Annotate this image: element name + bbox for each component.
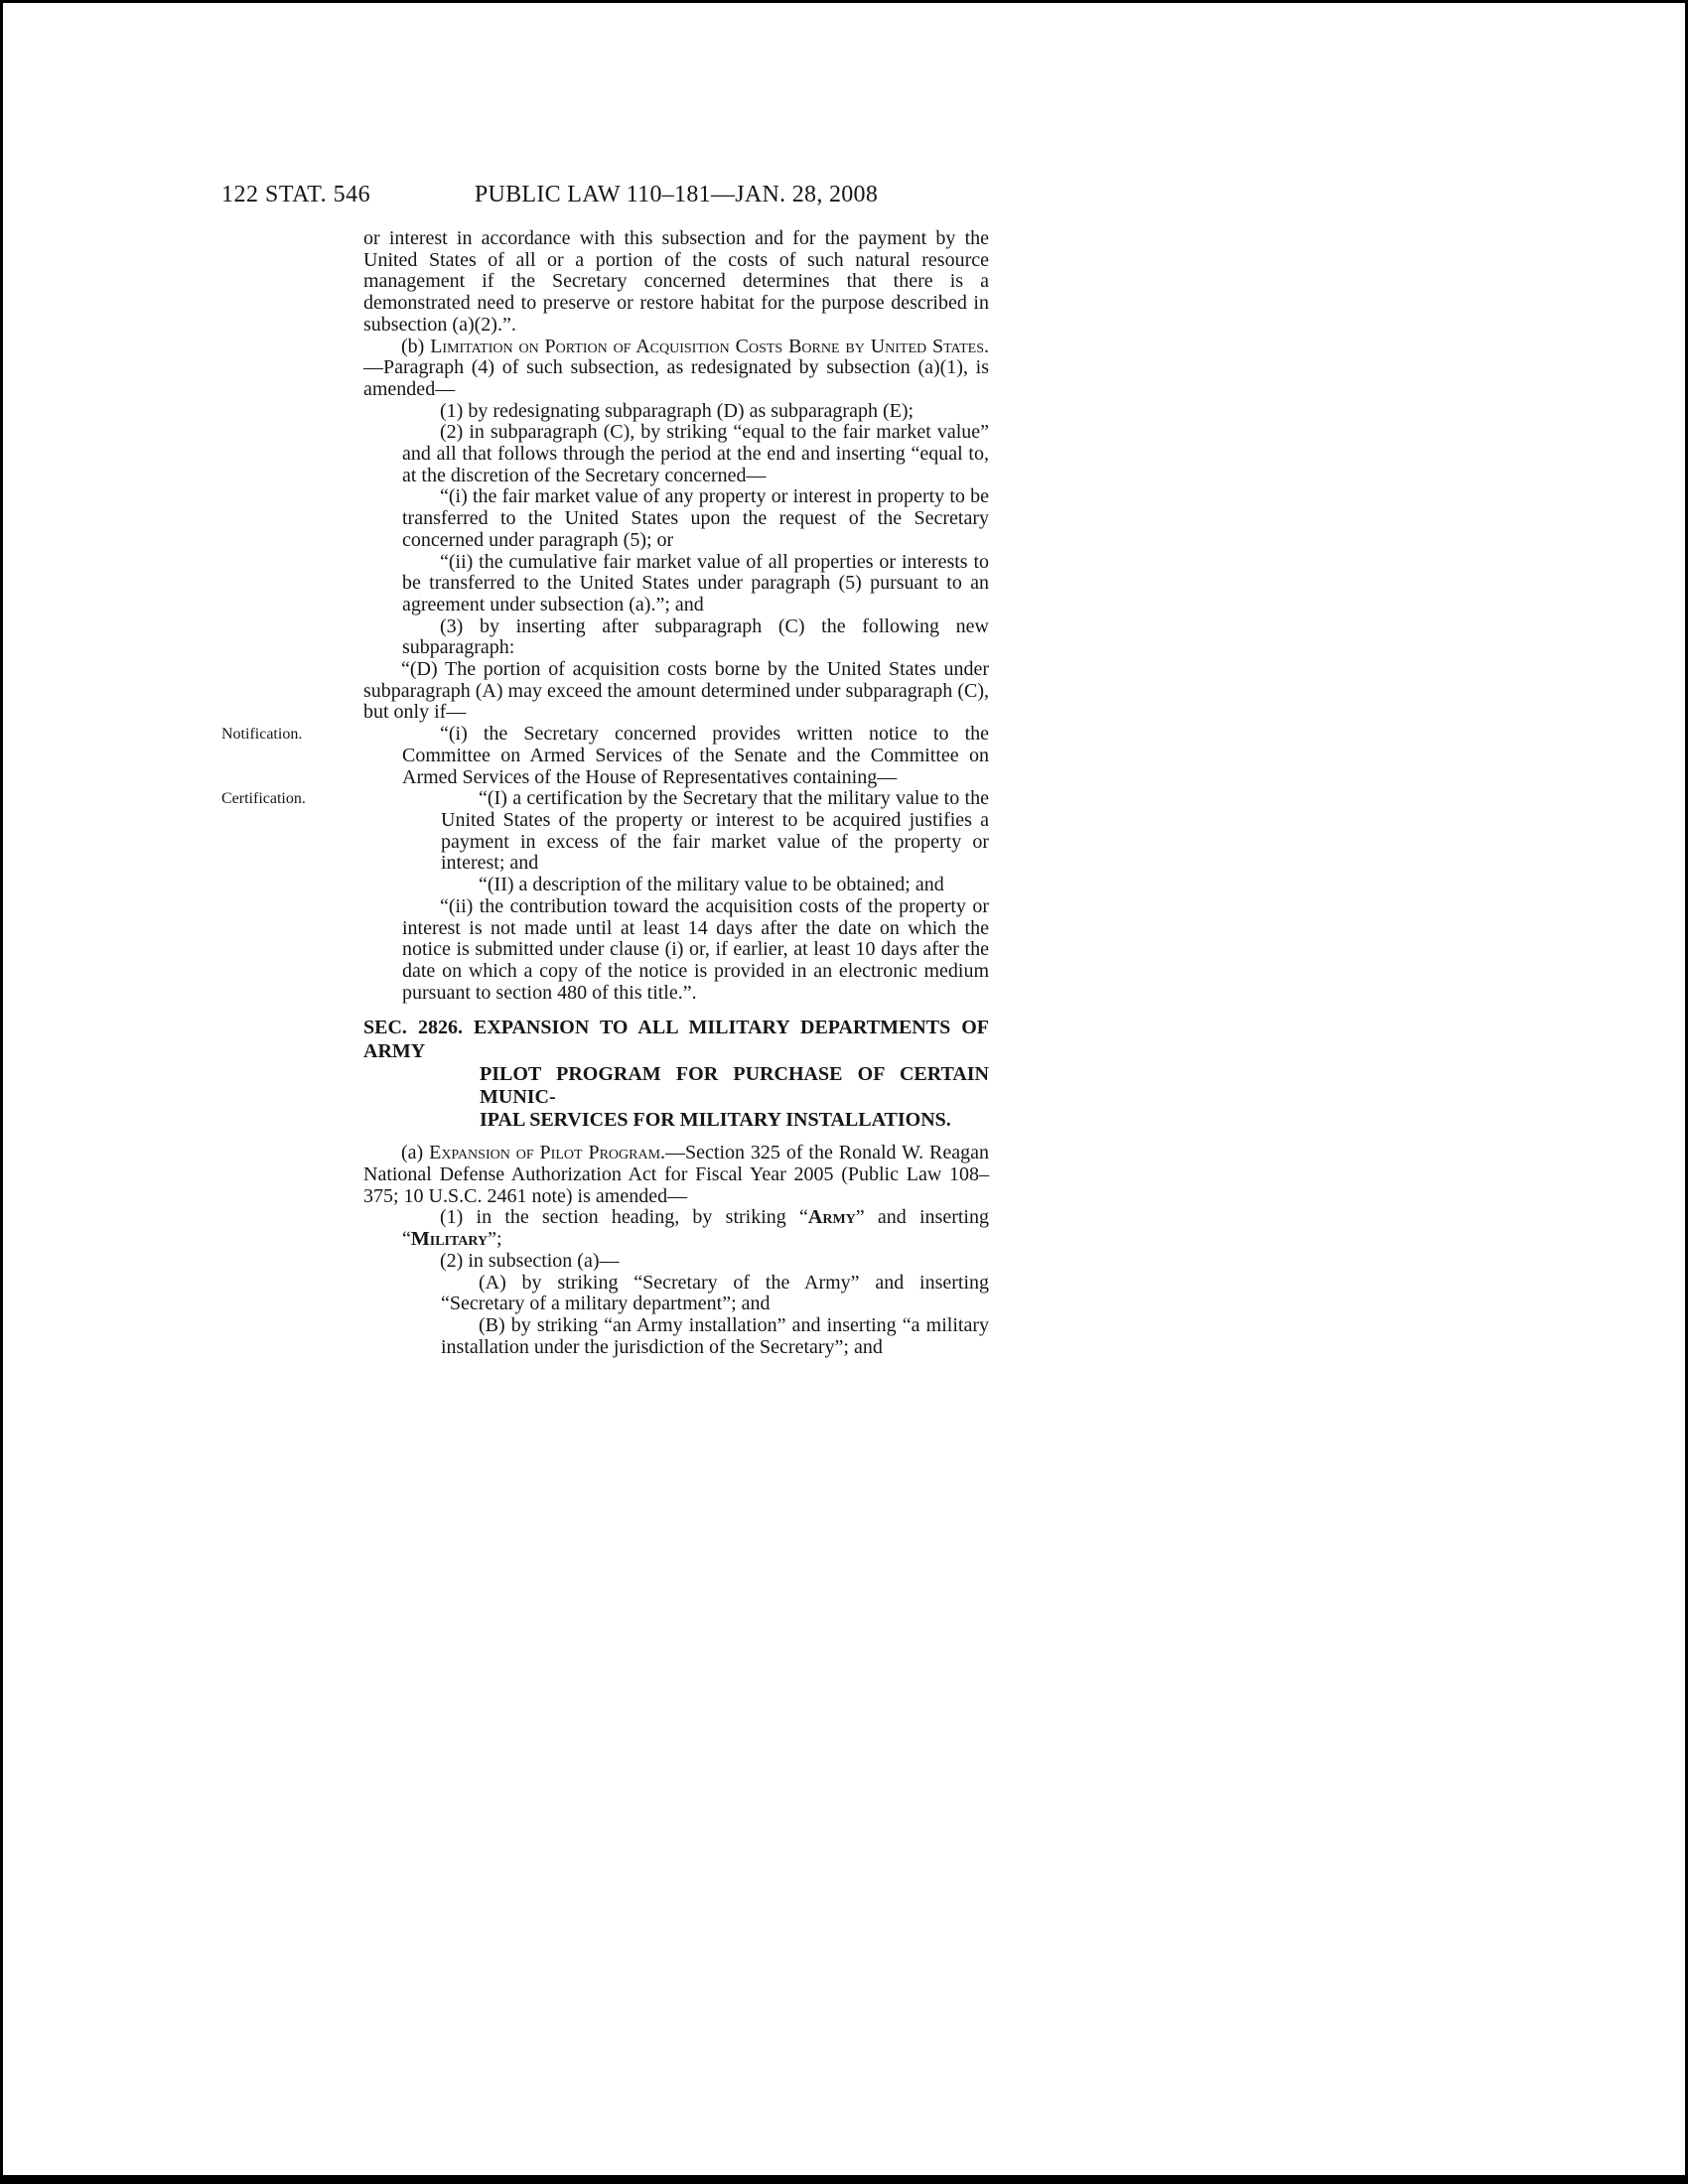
clause-text: .—Paragraph (4) of such subsection, as redesignated by subsection (a)(1), is amended— (363, 335, 989, 400)
paragraph-D (363, 659, 989, 724)
paragraph-D-I (221, 787, 989, 875)
section-2826-heading (363, 1017, 989, 1132)
clause-text: “(D) The portion of acquisition costs borne by the United States under subparagraph (A) may exceed the amount determined under subparagraph (C), but only if— (363, 658, 989, 724)
clause-text: (2) in subparagraph (C), by striking “equal to the fair market value” and all that follows through the period at the end and inserting “equal to, at the discretion of the Secretary concerned— (402, 421, 989, 486)
section-heading-line (363, 1017, 989, 1062)
subsection-label: (a) (401, 1142, 430, 1164)
quoted-term-military: Military (410, 1228, 489, 1251)
margin-note-certification: Certification. (221, 790, 306, 808)
paragraph-b (363, 337, 989, 401)
clause-text: “(I) a certification by the Secretary that the military value to the United States of the property or interest to be acquired justifies a payment in excess of the fair market value of the property or interest; and (441, 787, 989, 875)
paragraph-b-3 (402, 616, 989, 659)
stat-page-number: 122 STAT. 546 (221, 182, 371, 207)
running-header-law-title: PUBLIC LAW 110–181—JAN. 28, 2008 (474, 182, 879, 207)
paragraph-continuation (363, 228, 989, 337)
clause-text: (1) in the section heading, by striking “ (440, 1206, 808, 1229)
clause-text: (2) in subsection (a)— (440, 1249, 620, 1272)
clause-text: (A) by striking “Secretary of the Army” and inserting “Secretary of a military department”; and (441, 1271, 989, 1315)
paragraph-D-II (441, 875, 989, 896)
paragraph-a (363, 1143, 989, 1207)
clause-text: “(ii) the contribution toward the acquisition costs of the property or interest is not made until at least 14 days after the date on which the notice is submitted under clause (i) or, if earlier, at least 10 days after the date on which a copy of the notice is provided in an electronic medium pursuant to section 480 of this title.”. (402, 894, 989, 1004)
paragraph-D-i (221, 723, 989, 788)
paragraph-D-ii (402, 896, 989, 1005)
paragraph-a-1 (402, 1207, 989, 1250)
paragraph-b-1 (402, 401, 989, 423)
clause-text: ” and inserting “ (402, 1206, 989, 1251)
clause-text: “(II) a description of the military value to be obtained; and (479, 874, 944, 896)
clause-text: ”; (488, 1228, 502, 1251)
clause-text: or interest in accordance with this subsection and for the payment by the United States of all or a portion of the costs of such natural resource management if the Secretary concerned determines that there is a demonstrated need to preserve or restore habitat for the purpose described in subsection (a)(2).”. (363, 227, 989, 336)
clause-text: “(i) the Secretary concerned provides written notice to the Committee on Armed Services of the Senate and the Committee on Armed Services of the House of Representatives containing— (402, 723, 989, 788)
clause-text: “(ii) the cumulative fair market value of all properties or interests to be transferred to the United States under paragraph (5) pursuant to an agreement under subsection (a).”; and (402, 550, 989, 615)
clause-text: (1) by redesignating subparagraph (D) as subparagraph (E); (440, 399, 914, 422)
section-heading-text: SEC. 2826. EXPANSION TO ALL MILITARY DEPARTMENTS OF ARMY (363, 1017, 989, 1062)
section-heading-line (480, 1109, 989, 1132)
statute-text-block (221, 227, 989, 1358)
smallcaps-heading: Limitation on Portion of Acquisition Costs Borne by United States (430, 335, 984, 357)
section-heading-text: PILOT PROGRAM FOR PURCHASE OF CERTAIN MUNIC- (480, 1062, 989, 1108)
clause-text: .—Section 325 of the Ronald W. Reagan National Defense Authorization Act for Fiscal Year 2005 (Public Law 108–375; 10 U.S.C. 2461 note) is amended— (363, 1142, 989, 1207)
paragraph-a-2 (402, 1251, 989, 1273)
paragraph-b-2-i (402, 486, 989, 551)
paragraph-a-2-A (441, 1273, 989, 1315)
margin-note-notification: Notification. (221, 726, 303, 744)
smallcaps-heading: Expansion of Pilot Program (429, 1142, 661, 1164)
section-heading-text: IPAL SERVICES FOR MILITARY INSTALLATIONS. (480, 1109, 951, 1132)
paragraph-b-2 (402, 422, 989, 486)
section-heading-line (480, 1063, 989, 1109)
paragraph-a-2-B (441, 1315, 989, 1358)
clause-text: (B) by striking “an Army installation” and inserting “a military installation under the jurisdiction of the Secretary”; and (441, 1313, 989, 1358)
subsection-label: (b) (401, 335, 431, 357)
clause-text: (3) by inserting after subparagraph (C) the following new subparagraph: (402, 614, 989, 659)
clause-text: “(i) the fair market value of any property or interest in property to be transferred to the United States upon the request of the Secretary concerned under paragraph (5); or (402, 485, 989, 551)
paragraph-b-2-ii (402, 552, 989, 616)
quoted-term-army: Army (807, 1206, 856, 1229)
